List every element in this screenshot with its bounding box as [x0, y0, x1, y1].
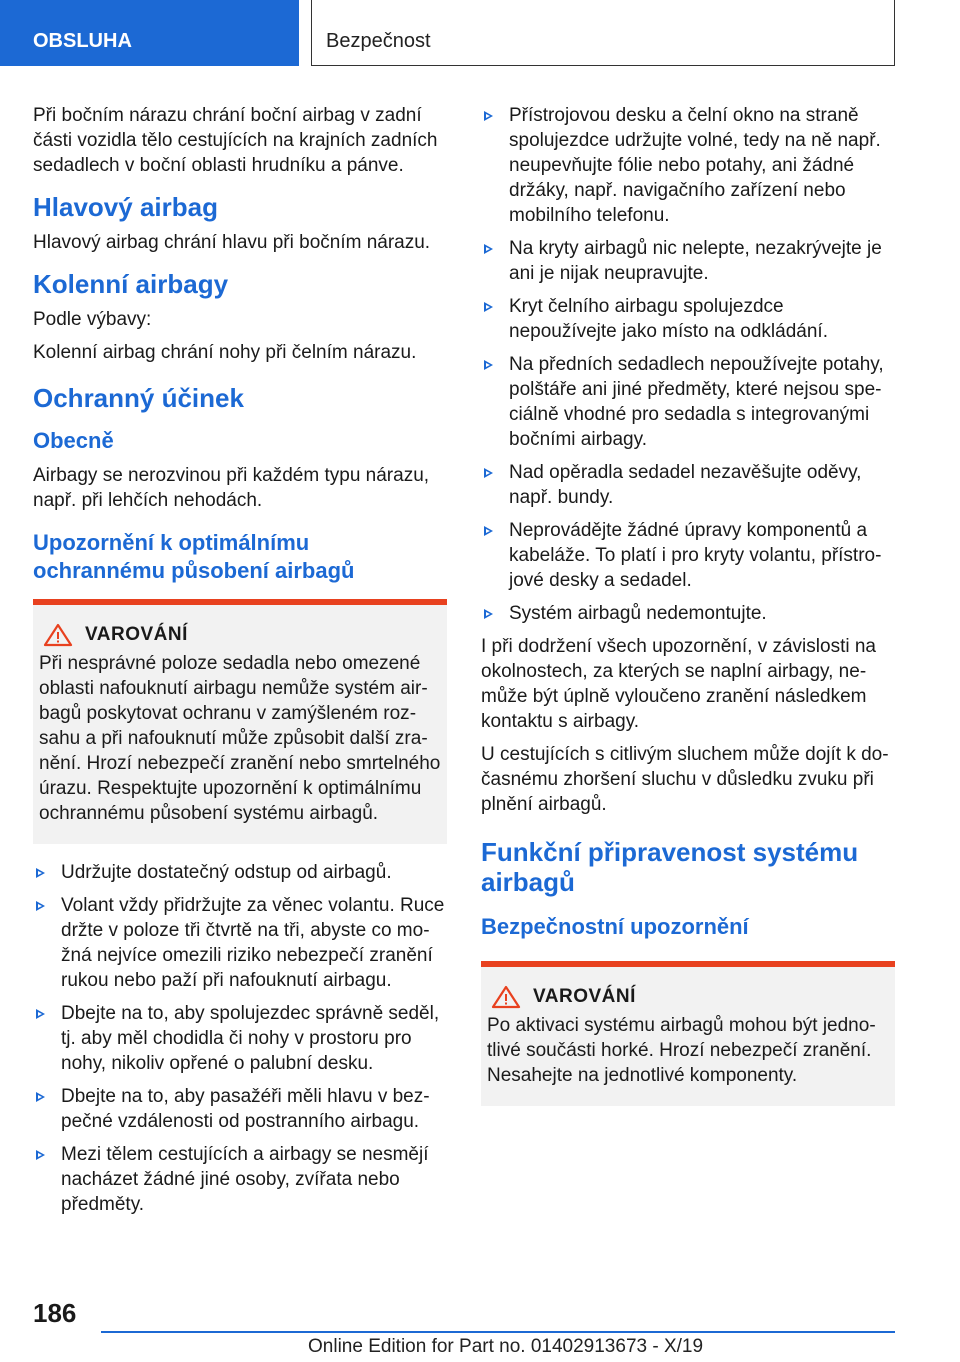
list-item: Na předních sedadlech nepoužívejte potahy, polštáře ani jiné předměty, které nejsou speciálně vhodné pro sedadla s integrovanými bočními airbagy. [481, 352, 895, 452]
head-airbag-text: Hlavový airbag chrání hlavu při bočním nárazu. [33, 232, 431, 253]
list-item: Dbejte na to, aby pasažéři měli hlavu v bezpečné vzdálenosti od postranního airbagu. [33, 1084, 447, 1134]
left-bullet-list [33, 860, 447, 1217]
general-text: Airbagy se nerozvinou při každém typu nárazu, např. při lehčích nehodách. [33, 465, 430, 511]
triangle-bullet-icon [36, 868, 45, 878]
knee-airbags-heading: Kolenní airbagy [33, 269, 229, 299]
warning-text: Při nesprávné poloze sedadla nebo omezené oblasti nafouknutí airbagu nemůže systém airbagů poskytovat ochranu v zamýšleném rozsahu a při nafouknutí může způsobit další zranění. Hrozí nebezpečí zranění nebo smrtelného úrazu. Respektujte upozornění k optimálnímu ochrannému působení systému airbagů. [39, 653, 441, 824]
list-item: Kryt čelního airbagu spolujezdce nepoužívejte jako místo na odkládání. [481, 294, 895, 344]
list-item: Neprovádějte žádné úpravy komponentů a kabeláže. To platí i pro kryty volantu, přístrojové desky a sedadel. [481, 518, 895, 593]
warning-box [33, 599, 447, 844]
protection-heading: Ochranný účinek [33, 383, 244, 413]
list-item: Dbejte na to, aby spolujezdec správně seděl, tj. aby měl chodidla či nohy v prostoru pro nohy, nikoliv opřené o palubní desku. [33, 1001, 447, 1076]
list-item: Volant vždy přidržujte za věnec volantu. Ruce držte v poloze tři čtvrtě na tři, abyste co možná nejvíce omezili riziko nebezpečí zranění rukou nebo paží při nafouknutí airbagu. [33, 893, 447, 993]
intro-paragraph: Při bočním nárazu chrání boční airbag v zadní části vozidla tělo cestujících na krajních zadních sedadlech v boční oblasti hrudníku a pánve. [33, 105, 438, 176]
knee-airbags-text: Kolenní airbag chrání nohy při čelním nárazu. [33, 342, 417, 363]
safety-notes-heading: Bezpečnostní upozornění [481, 914, 749, 939]
triangle-bullet-icon [484, 526, 493, 536]
readiness-heading: Funkční připravenost systému airbagů [481, 837, 859, 897]
left-column [33, 103, 447, 1225]
right-bullet-list [481, 103, 895, 626]
triangle-bullet-icon [36, 1092, 45, 1102]
right-column [481, 103, 895, 1122]
section-tab: OBSLUHA [0, 0, 299, 66]
head-airbag-heading: Hlavový airbag [33, 192, 218, 222]
list-item: Přístrojovou desku a čelní okno na straně spolujezdce udržujte volné, tedy na ně např. neupevňujte fólie nebo potahy, ani žádné držáky, např. navigačního zařízení nebo mobilního telefonu. [481, 103, 895, 228]
triangle-bullet-icon [484, 360, 493, 370]
page-number: 186 [33, 1298, 77, 1328]
list-item: Nad opěradla sedadel nezavěšujte oděvy, např. bundy. [481, 460, 895, 510]
warning-header [487, 985, 889, 1009]
warning-triangle-icon [491, 985, 521, 1009]
chapter-title: Bezpečnost [311, 0, 895, 66]
warning-triangle-icon [43, 623, 73, 647]
triangle-bullet-icon [484, 468, 493, 478]
footer-edition: Online Edition for Part no. 01402913673 - X/19 [308, 1336, 704, 1357]
list-item: Udržujte dostatečný odstup od airbagů. [33, 860, 447, 885]
list-item: Systém airbagů nedemontujte. [481, 601, 895, 626]
triangle-bullet-icon [484, 609, 493, 619]
triangle-bullet-icon [484, 244, 493, 254]
triangle-bullet-icon [36, 1150, 45, 1160]
knee-airbags-equipment: Podle výbavy: [33, 309, 152, 330]
warning-box [481, 961, 895, 1106]
warning-title: VAROVÁNÍ [85, 624, 188, 645]
general-heading: Obecně [33, 428, 114, 453]
notes-heading: Upozornění k optimálnímu ochrannému působení airbagů [33, 530, 355, 583]
triangle-bullet-icon [484, 111, 493, 121]
list-item: Na kryty airbagů nic nelepte, nezakrývejte je ani je nijak neupravujte. [481, 236, 895, 286]
footer-divider [101, 1331, 895, 1333]
triangle-bullet-icon [36, 1009, 45, 1019]
list-item: Mezi tělem cestujících a airbagy se nesmějí nacházet žádné jiné osoby, zvířata nebo předměty. [33, 1142, 447, 1217]
triangle-bullet-icon [36, 901, 45, 911]
injury-paragraph: I při dodržení všech upozornění, v závislosti na okolnostech, za kterých se naplní airbagy, nemůže být úplně vyloučeno zranění následkem kontaktu s airbagy. [481, 636, 876, 732]
warning-text: Po aktivaci systému airbagů mohou být jednotlivé součásti horké. Hrozí nebezpečí zranění. Nesahejte na jednotlivé komponenty. [487, 1015, 876, 1086]
triangle-bullet-icon [484, 302, 493, 312]
warning-header [39, 623, 441, 647]
hearing-paragraph: U cestujících s citlivým sluchem může dojít k dočasnému zhoršení sluchu v důsledku zvuku při plnění airbagů. [481, 744, 889, 815]
warning-title: VAROVÁNÍ [533, 986, 636, 1007]
